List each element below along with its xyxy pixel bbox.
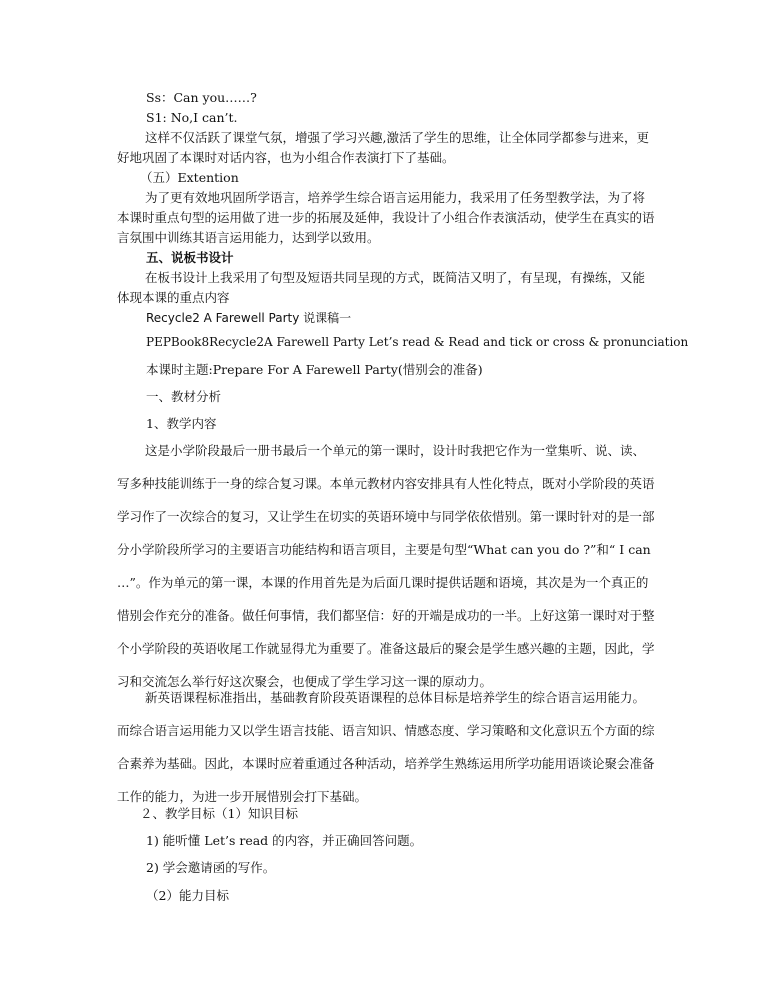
paragraph-effect: 这样不仅活跃了课堂气氛，增强了学习兴趣,激活了学生的思维，让全体同学都参与进来，更好地巩固了本课时对话内容，也为小组合作表演打下了基础。 — [117, 130, 649, 165]
heading-teaching-goals: ２、教学目标（1）知识目标 — [140, 806, 298, 821]
lesson-topic: 本课时主题:Prepare For A Farewell Party(惜别会的准备) — [146, 362, 483, 377]
document-title: Recycle2 A Farewell Party 说课稿一 — [146, 311, 352, 325]
paragraph-extention: 为了更有效地巩固所学语言，培养学生综合语言运用能力，我采用了任务型教学法，为了将本课时重点句型的运用做了进一步的拓展及延伸，我设计了小组合作表演活动，使学生在真实的语言氛围中训练其语言运用能力，达到学以致用。 — [117, 190, 655, 245]
paragraph-curriculum: 新英语课程标准指出，基础教育阶段英语课程的总体目标是培养学生的综合语言运用能力。而综合语言运用能力又以学生语言技能、语言知识、情感态度、学习策略和文化意识五个方面的综合素养为基础。因此，本课时应着重通过各种活动，培养学生熟练运用所学功能用语谈论聚会准备工作的能力，为进一步开展惜别会打下基础。 — [117, 690, 655, 804]
heading-teaching-content: 1、教学内容 — [146, 416, 217, 431]
goal-item-1: 1) 能听懂 Let’s read 的内容，并正确回答问题。 — [146, 833, 423, 848]
dialogue-line-s1: S1: No,I can’t. — [146, 110, 238, 125]
paragraph-teaching-content: 这是小学阶段最后一册书最后一个单元的第一课时，设计时我把它作为一堂集听、说、读、写多种技能训练于一身的综合复习课。本单元教材内容安排具有人性化特点，既对小学阶段的英语学习作了一次综合的复习，又让学生在切实的英语环境中与同学依依惜别。第一课时针对的是一部分小学阶段所学习的主要语言功能结构和语言项目，主要是句型“What can you do ?”和“ I can …”。作为单元的第一课，本课的作用首先是为后面几课时提供话题和语境，其次是为一个真正的惜别会作充分的准备。做任何事情，我们都坚信：好的开端是成功的一半。上好这第一课时对于整个小学阶段的英语收尾工作就显得尤为重要了。准备这最后的聚会是学生感兴趣的主题，因此，学习和交流怎么举行好这次聚会，也便成了学生学习这一课的原动力。 — [117, 443, 655, 689]
dialogue-line-ss: Ss：Can you……? — [146, 90, 257, 105]
goal-item-2: 2) 学会邀请函的写作。 — [146, 860, 276, 875]
document-subtitle: PEPBook8Recycle2A Farewell Party Let’s read & Read and tick or cross & pronunciation — [146, 335, 689, 349]
heading-board-design: 五、说板书设计 — [146, 250, 234, 265]
paragraph-board-design: 在板书设计上我采用了句型及短语共同呈现的方式，既简洁又明了，有呈现，有操练，又能体现本课的重点内容 — [117, 270, 646, 305]
heading-ability-goals: （2）能力目标 — [146, 888, 229, 903]
heading-extention: （五）Extention — [140, 170, 239, 185]
heading-material-analysis: 一、教材分析 — [146, 389, 222, 404]
